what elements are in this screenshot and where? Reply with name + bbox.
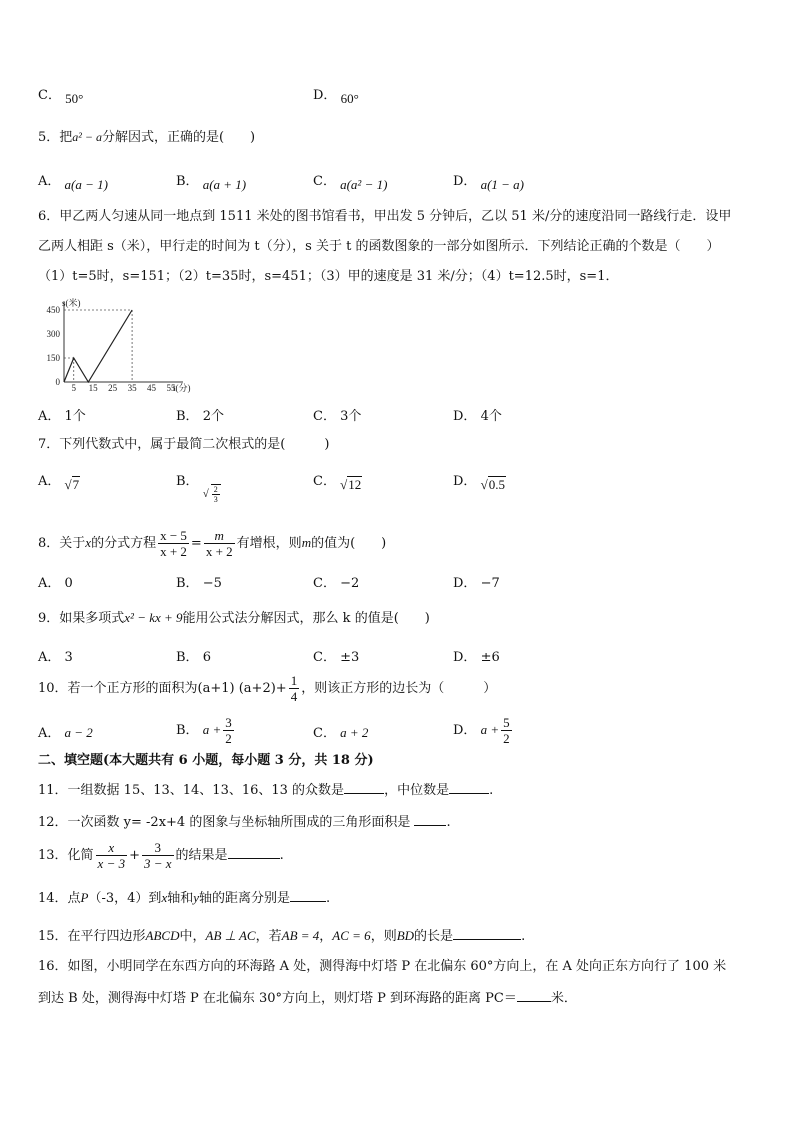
x-tick-label: 5 <box>71 383 76 393</box>
q15-bd: BD <box>396 928 415 943</box>
y-tick-label: 0 <box>55 377 60 387</box>
q15-text-d: ，若 <box>255 929 282 944</box>
q9-option-b <box>176 646 211 665</box>
q14-blank[interactable] <box>290 888 326 902</box>
q13-blank[interactable] <box>228 845 280 859</box>
q6-b-value: 2个 <box>202 409 224 424</box>
q15-text-b: 中， <box>179 929 206 944</box>
x-axis-label: t(分) <box>173 383 191 393</box>
q7-stem: 7．下列代数式中，属于最简二次根式的是( ) <box>38 437 330 452</box>
q10-b-label: B． <box>176 723 199 738</box>
q6-option-d <box>453 405 502 424</box>
q7-d-sqrt: √0.5 <box>480 477 505 492</box>
q16-line2-text: 到达 B 处，测得海中灯塔 P 在北偏东 30°方向上，则灯塔 P 到环海路的距离 PC＝ <box>38 991 517 1006</box>
q7-a-label: A． <box>38 474 61 489</box>
q8-var-x: x <box>85 535 92 550</box>
q5-a-value: a(a − 1) <box>64 177 108 192</box>
q7-option-d <box>453 470 506 492</box>
q13 <box>38 838 284 874</box>
q9-c-value: ±3 <box>340 650 360 665</box>
section-heading: 二、填空题(本大题共有 6 小题，每小题 3 分，共 18 分) <box>38 753 374 768</box>
q13-frac2-den: 3 − x <box>144 856 172 871</box>
q7-b-num: 2 <box>213 485 218 495</box>
q8-option-b <box>176 572 222 591</box>
q7-d-label: D． <box>453 474 477 489</box>
q15-perp: AB ⊥ AC <box>205 928 256 943</box>
q15-ac-eq: AC = 6 <box>332 928 371 943</box>
q7-c-label: C． <box>313 474 336 489</box>
q10-option-d <box>453 710 514 751</box>
q14-text-d: 轴的距离分别是 <box>199 891 291 906</box>
y-tick-label: 300 <box>46 329 60 339</box>
q15-blank[interactable] <box>453 926 521 940</box>
q6-b-label: B． <box>176 409 199 424</box>
q9-expr: x² − kx + 9 <box>124 610 183 625</box>
q10-c-label: C． <box>313 726 336 741</box>
q13-frac1 <box>96 840 128 871</box>
q6-c-label: C． <box>313 409 336 424</box>
q7-option-c <box>313 470 362 492</box>
x-tick-label: 35 <box>127 383 137 393</box>
q8-c-value: −2 <box>340 576 360 591</box>
q10-suffix: ，则该正方形的边长为（ ） <box>301 681 497 696</box>
q8-frac-left-num: x − 5 <box>160 528 187 543</box>
q10-frac <box>289 673 300 704</box>
q6-a-value: 1个 <box>64 409 86 424</box>
q6-line3: （1）t=5时，s=151；（2）t=35时，s=451；（3）甲的速度是 31 米/分；（4）t=12.5时，s=1． <box>38 269 619 284</box>
q15-abcd: ABCD <box>145 928 180 943</box>
q6-option-b <box>176 405 224 424</box>
q10-option-a <box>38 722 93 741</box>
q11-blank-mode[interactable] <box>344 780 384 794</box>
q9-option-a <box>38 646 73 665</box>
q5-d-value: a(1 − a) <box>480 177 525 192</box>
q9-c-label: C． <box>313 650 336 665</box>
q5-d-label: D． <box>453 174 477 189</box>
q9-option-c <box>313 646 359 665</box>
q8-var-m: m <box>301 535 312 550</box>
q7-a-sqrt: √7 <box>64 477 80 492</box>
q7-c-sqrt: √12 <box>340 477 362 492</box>
q6-d-value: 4个 <box>480 409 502 424</box>
q4-option-d-label: D． <box>313 88 337 103</box>
q8-c-label: C． <box>313 576 336 591</box>
q15 <box>38 926 525 946</box>
q8-mid: 的分式方程 <box>91 536 157 551</box>
q9-prefix: 9．如果多项式 <box>38 611 125 626</box>
q10-b-frac <box>223 715 234 746</box>
q5-b-value: a(a + 1) <box>202 177 247 192</box>
q15-text-a: 15．在平行四边形 <box>38 929 146 944</box>
q10-prefix: 10．若一个正方形的面积为(a+1) (a+2)+ <box>38 681 287 696</box>
q5-c-label: C． <box>313 174 336 189</box>
q13-frac1-den: x − 3 <box>97 856 126 871</box>
q10-d-frac <box>501 715 512 746</box>
q11-text-c: . <box>489 783 494 798</box>
q8-b-label: B． <box>176 576 199 591</box>
q9-stem <box>38 609 430 628</box>
q12-blank[interactable] <box>414 812 446 826</box>
q8-option-c <box>313 572 359 591</box>
q10-b-pre: a + <box>202 722 222 737</box>
q14-text-a: 14．点 <box>38 891 81 906</box>
data-line <box>64 310 132 382</box>
q8-frac-right-num: m <box>204 528 235 544</box>
q4-option-d-value: 60° <box>340 91 359 106</box>
x-tick-label: 55 <box>166 383 176 393</box>
q10-b-den: 2 <box>225 731 232 746</box>
q10-option-c <box>313 722 368 741</box>
q8-suffix: 的值为( ) <box>311 536 387 551</box>
q16-blank[interactable] <box>517 988 551 1002</box>
q7-c-value: 12 <box>348 477 362 492</box>
q9-a-value: 3 <box>64 650 73 665</box>
q8-frac-right-den: x + 2 <box>205 544 233 559</box>
q12-text-a: 12．一次函数 y= -2x+4 的图象与坐标轴所围成的三角形面积是 <box>38 815 411 830</box>
q7-b-sqrt: √ 2 3 <box>203 488 223 500</box>
q8-equals: = <box>190 536 202 551</box>
q10-d-pre: a + <box>480 722 500 737</box>
q7-d-value: 0.5 <box>488 477 505 492</box>
q13-text-a: 13．化简 <box>38 848 94 863</box>
q11-text-a: 11．一组数据 15、13、14、13、16、13 的众数是 <box>38 783 345 798</box>
q15-text-j: . <box>521 929 526 944</box>
q9-d-value: ±6 <box>480 650 500 665</box>
q8-frac-left <box>158 528 189 559</box>
q13-frac2 <box>142 840 174 871</box>
q8-option-a <box>38 572 73 591</box>
q12-text-b: . <box>446 815 451 830</box>
q4-options <box>38 86 83 105</box>
q7-option-b <box>176 470 223 505</box>
q9-option-d <box>453 646 500 665</box>
x-tick-label: 25 <box>108 383 118 393</box>
q6-option-c <box>313 405 361 424</box>
q10-option-b <box>176 710 236 751</box>
q8-a-label: A． <box>38 576 61 591</box>
q6-c-value: 3个 <box>340 409 362 424</box>
q7-b-den: 3 <box>213 495 218 505</box>
q5-prefix: 5．把 <box>38 130 73 145</box>
x-tick-label: 15 <box>88 383 98 393</box>
q10-d-label: D． <box>453 723 477 738</box>
q13-plus: + <box>129 848 140 863</box>
q7-b-label: B． <box>176 474 199 489</box>
q11 <box>38 780 493 800</box>
q15-text-i: 的长是 <box>414 929 454 944</box>
q4-option-c-label: C． <box>38 88 61 103</box>
q5-option-b <box>176 170 247 192</box>
q13-text-b: 的结果是 <box>175 848 228 863</box>
q10-stem <box>38 672 496 706</box>
q13-frac2-num: 3 <box>142 840 174 856</box>
q5-option-c <box>313 170 388 192</box>
q9-b-value: 6 <box>202 650 211 665</box>
q6-d-label: D． <box>453 409 477 424</box>
q6-line1: 6．甲乙两人匀速从同一地点到 1511 米处的图书馆看书，甲出发 5 分钟后，乙以 51 米/分的速度沿同一路线行走．设甲 <box>38 209 732 224</box>
q11-text-b: ，中位数是 <box>384 783 450 798</box>
q14-text-e: . <box>326 891 331 906</box>
q4-option-d <box>313 86 359 105</box>
q14-var-x: x <box>161 890 168 905</box>
q6-line2: 乙两人相距 s（米），甲行走的时间为 t（分），s 关于 t 的函数图象的一部分如图所示．下列结论正确的个数是（ ） <box>38 239 720 254</box>
y-axis-label: s(米) <box>62 298 81 308</box>
q11-blank-median[interactable] <box>449 780 489 794</box>
q10-b-num: 3 <box>225 715 232 730</box>
q8-frac-left-den: x + 2 <box>160 544 187 559</box>
q15-ab-eq: AB = 4 <box>281 928 320 943</box>
q8-b-value: −5 <box>202 576 222 591</box>
q14-text-b: （-3，4）到 <box>88 891 162 906</box>
q8-after: 有增根，则 <box>236 536 302 551</box>
q8-a-value: 0 <box>64 576 73 591</box>
q9-d-label: D． <box>453 650 477 665</box>
q14-text-c: 轴和 <box>167 891 194 906</box>
q5-expr: a² − a <box>72 130 102 144</box>
x-tick-label: 45 <box>147 383 157 393</box>
q16-line2 <box>38 988 577 1008</box>
q9-b-label: B． <box>176 650 199 665</box>
q13-text-c: . <box>279 848 284 863</box>
q15-text-h: ，则 <box>370 929 397 944</box>
q15-text-f: ， <box>319 929 333 944</box>
q14 <box>38 888 330 908</box>
q10-frac-den: 4 <box>290 689 298 704</box>
q13-frac1-num: x <box>96 840 128 856</box>
q7-option-a <box>38 470 80 492</box>
q9-suffix: 能用公式法分解因式，那么 k 的值是( ) <box>182 611 430 626</box>
q6-graph <box>36 296 196 396</box>
q6-a-label: A． <box>38 409 61 424</box>
q8-prefix: 8．关于 <box>38 536 86 551</box>
q8-option-d <box>453 572 500 591</box>
y-tick-label: 150 <box>46 353 60 363</box>
y-tick-label: 450 <box>46 305 60 315</box>
q10-a-value: a − 2 <box>64 725 93 740</box>
q8-d-value: −7 <box>480 576 500 591</box>
q10-c-value: a + 2 <box>340 725 369 740</box>
q10-frac-num: 1 <box>290 673 298 688</box>
q9-a-label: A． <box>38 650 61 665</box>
q10-a-label: A． <box>38 726 61 741</box>
q16-line2-end: 米． <box>550 991 577 1006</box>
q5-suffix: 分解因式，正确的是( ) <box>101 130 256 145</box>
q5-c-value: a(a² − 1) <box>340 177 388 192</box>
q5-b-label: B． <box>176 174 199 189</box>
q8-stem <box>38 526 386 561</box>
q5-option-d <box>453 170 525 192</box>
q12 <box>38 812 451 832</box>
q14-point-p: P <box>80 890 89 905</box>
q5-stem <box>38 128 255 147</box>
q10-d-den: 2 <box>503 731 510 746</box>
q14-var-y: y <box>193 890 200 905</box>
q7-a-value: 7 <box>72 477 80 492</box>
q5-a-label: A． <box>38 174 61 189</box>
q16-line1: 16．如图，小明同学在东西方向的环海路 A 处，测得海中灯塔 P 在北偏东 60°方向上，在 A 处向正东方向行了 100 米 <box>38 959 727 974</box>
q8-frac-right <box>204 528 235 559</box>
q4-option-c-value: 50° <box>65 91 84 106</box>
q8-d-label: D． <box>453 576 477 591</box>
q10-d-num: 5 <box>503 715 510 730</box>
q6-option-a <box>38 405 86 424</box>
q5-option-a <box>38 170 108 192</box>
